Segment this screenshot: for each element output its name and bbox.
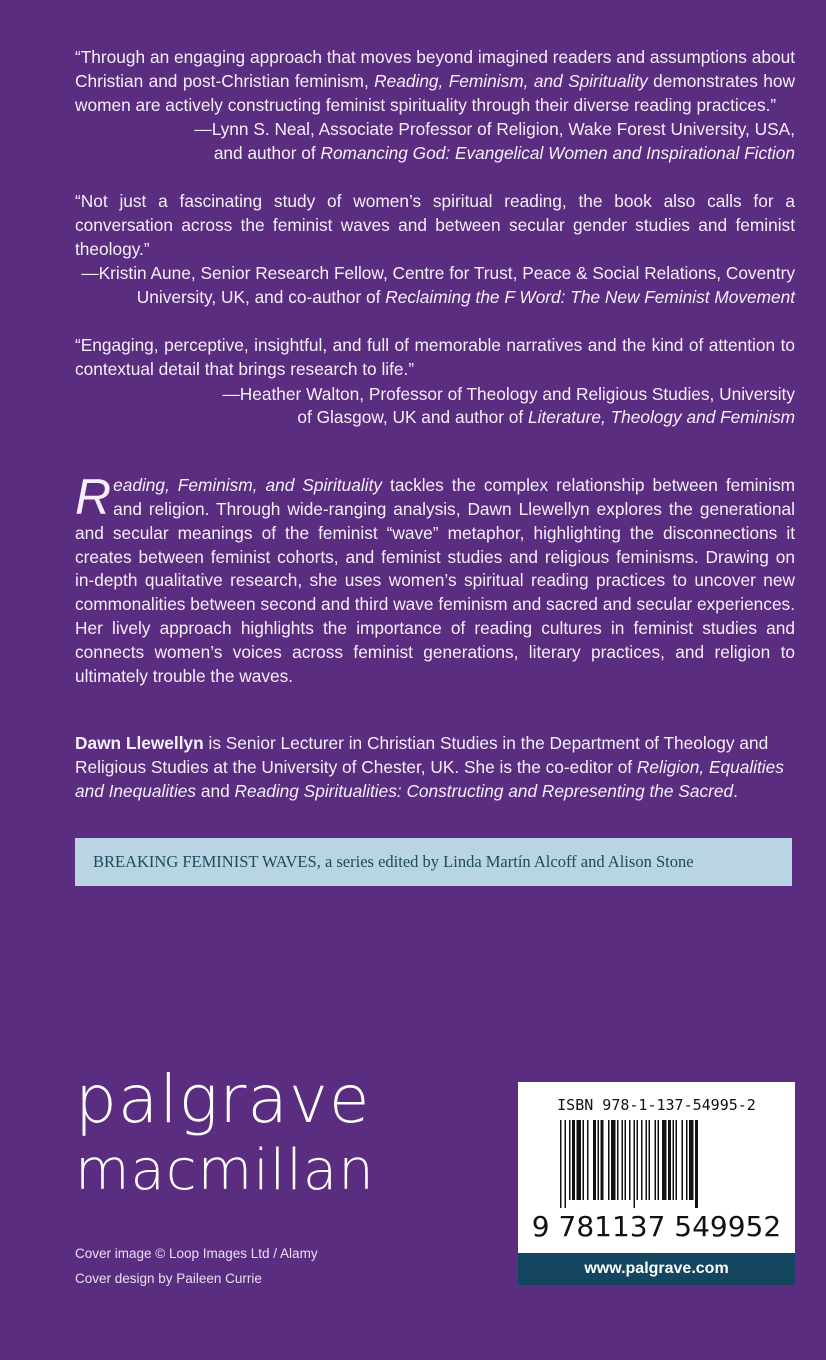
barcode-bar (587, 1120, 589, 1200)
barcode-bar (583, 1120, 585, 1200)
barcode-bar (634, 1120, 636, 1208)
barcode-icon (560, 1120, 760, 1208)
quote-3: “Engaging, perceptive, insightful, and full of memorable narratives and the kind of attention to contextual detail that brings research to life.” (75, 334, 795, 379)
quote-3-attribution: —Heather Walton, Professor of Theology and Religious Studies, University of Glasgow, UK and author of Literature, Theology and Feminism (222, 383, 795, 428)
barcode-bar (673, 1120, 675, 1200)
barcode-bar (649, 1120, 651, 1200)
barcode-bar (617, 1120, 619, 1200)
barcode-bar (611, 1120, 616, 1200)
quote-1-attribution: —Lynn S. Neal, Associate Professor of Religion, Wake Forest University, USA, and author of Romancing God: Evangelical Women and Inspirational Fiction (194, 119, 795, 164)
barcode-digits: 9 781137 549952 (531, 1210, 782, 1243)
barcode-bar (572, 1120, 575, 1200)
barcode-bar (662, 1120, 667, 1200)
barcode-bar (629, 1120, 631, 1200)
barcode-bar (655, 1120, 657, 1200)
publisher-logo: palgrave macmillan (75, 1061, 375, 1203)
barcode-bar (560, 1120, 562, 1208)
cover-text-column (75, 46, 795, 886)
publisher-url: www.palgrave.com (518, 1253, 795, 1285)
barcode-bar (625, 1120, 627, 1200)
barcode-bar (601, 1120, 604, 1200)
barcode-bar (637, 1120, 639, 1200)
barcode-bar (641, 1120, 643, 1200)
barcode-bar (565, 1120, 567, 1208)
barcode-bar (593, 1120, 596, 1200)
quote-2-attribution: —Kristin Aune, Senior Research Fellow, Centre for Trust, Peace & Social Relations, Coventry University, UK, and co-author of Reclaiming the F Word: The New Feminist Movement (81, 263, 795, 308)
barcode-bar (598, 1120, 600, 1200)
barcode-bar (689, 1120, 694, 1200)
book-description: Reading, Feminism, and Spirituality tackles the complex relationship between feminism and religion. Through wide-ranging analysis, Dawn Llewellyn explores the generational and secular meanings of the feminist “wave” metaphor, highlighting the disconnections it creates between feminist cohorts, and feminist studies and religious feminisms. Drawing on in-depth qualitative research, she uses women’s spiritual reading practices to uncover new commonalities between second and third wave feminism and sacred and secular experiences. Her lively approach highlights the importance of reading cultures in feminist studies and connects women’s voices across feminist generations, literary practices, and religion to ultimately trouble the waves. (75, 469, 795, 686)
barcode-bar (646, 1120, 648, 1200)
barcode-bar (682, 1120, 684, 1200)
author-bio: Dawn Llewellyn is Senior Lecturer in Christian Studies in the Department of Theology and Religious Studies at the University of Chester, UK. She is the co-editor of Religion, Equalities and Inequalities and Reading Spiritualities: Constructing and Representing the Sacred. (75, 733, 784, 801)
cover-image-credit: Cover image © Loop Images Ltd / Alamy (75, 1246, 318, 1261)
barcode-bar (658, 1120, 660, 1200)
drop-cap: R (75, 469, 112, 526)
barcode-bar (695, 1120, 698, 1208)
barcode-bar (608, 1120, 610, 1200)
barcode-bar (676, 1120, 678, 1200)
barcode-bar (577, 1120, 582, 1200)
isbn-text: ISBN 978-1-137-54995-2 (557, 1096, 756, 1114)
barcode-bar (686, 1120, 688, 1200)
barcode-box (518, 1082, 795, 1285)
cover-design-credit: Cover design by Paileen Currie (75, 1271, 262, 1286)
barcode-bar (569, 1120, 571, 1200)
quote-2: “Not just a fascinating study of women’s spiritual reading, the book also calls for a conversation across the feminist waves and between secular gender studies and feminist theology.” (75, 190, 795, 259)
barcode-bar (622, 1120, 624, 1200)
series-band: BREAKING FEMINIST WAVES, a series edited by Linda Martín Alcoff and Alison Stone (75, 838, 792, 886)
barcode-bar (668, 1120, 671, 1200)
quote-1: “Through an engaging approach that moves beyond imagined readers and assumptions about Christian and post-Christian feminism, Reading, Feminism, and Spirituality demonstrates how women are actively constructing feminist spirituality through their diverse reading practices.” (75, 47, 795, 115)
